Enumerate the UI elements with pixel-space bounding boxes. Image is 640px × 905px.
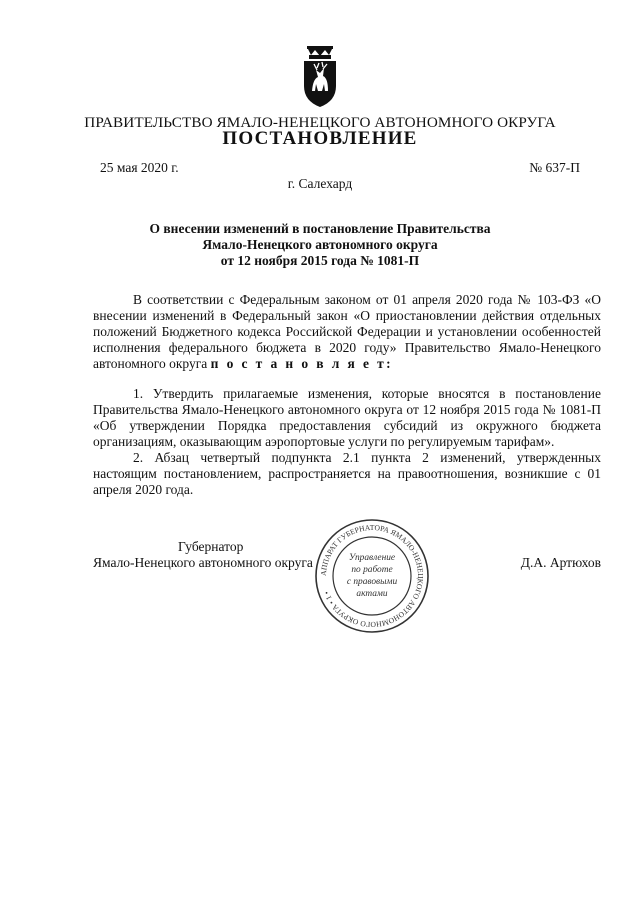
coat-of-arms-icon [301,46,339,108]
signer-title: Губернатор [178,539,244,554]
preamble-text: В соответствии с Федеральным законом от 01 апреля 2020 года № 103-ФЗ «О внесении изменений в Федеральный закон «О приостановлении действия отдельных положений Бюджетного кодекса Российской Федерации и установлении особенностей исполнения федерального бюджета в 2020 году» Правительство Ямало-Ненецкого автономного округа [93,292,601,371]
signer-name: Д.А. Артюхов [520,555,601,570]
document-body [93,292,601,512]
item-paragraph: 2. Абзац четвертый подпункта 2.1 пункта 2 изменений, утвержденных настоящим постановлением, распространяется на правоотношения, возникшие с 01 апреля 2020 года. [93,450,601,497]
official-stamp [313,517,431,635]
stamp-inner-text: по работе [351,565,393,575]
signer-organization: Ямало-Ненецкого автономного округа [93,555,313,570]
stamp-inner-text: с правовыми [346,577,398,587]
document-city: г. Салехард [287,176,353,191]
document-title [0,221,640,269]
document-number: № 637-П [529,160,580,175]
preamble-paragraph [93,292,601,372]
decree-word: п о с т а н о в л я е т: [210,356,394,371]
government-name: ПРАВИТЕЛЬСТВО ЯМАЛО-НЕНЕЦКОГО АВТОНОМНОГО ОКРУГА [84,114,556,131]
stamp-inner-text: Управление [348,553,396,563]
document-type: ПОСТАНОВЛЕНИЕ [222,128,418,149]
title-line: Ямало-Ненецкого автономного округа [202,237,438,252]
stamp-inner-text: актами [356,589,388,599]
document-date: 25 мая 2020 г. [100,160,179,175]
item-paragraph: 1. Утвердить прилагаемые изменения, которые вносятся в постановление Правительства Ямало-Ненецкого автономного округа от 12 ноября 2015 года № 1081-П «Об утверждении Порядка предоставления субсидий из окружного бюджета организациям, оказывающим аэропортовые услуги по регулируемым тарифам». [93,386,601,449]
title-line: О внесении изменений в постановление Правительства [149,221,491,236]
title-line: от 12 ноября 2015 года № 1081-П [220,253,420,268]
stamp-ring-text: АППАРАТ ГУБЕРНАТОРА ЯМАЛО-НЕНЕЦКОГО АВТОНОМНОГО ОКРУГА • 1 • [318,522,426,630]
